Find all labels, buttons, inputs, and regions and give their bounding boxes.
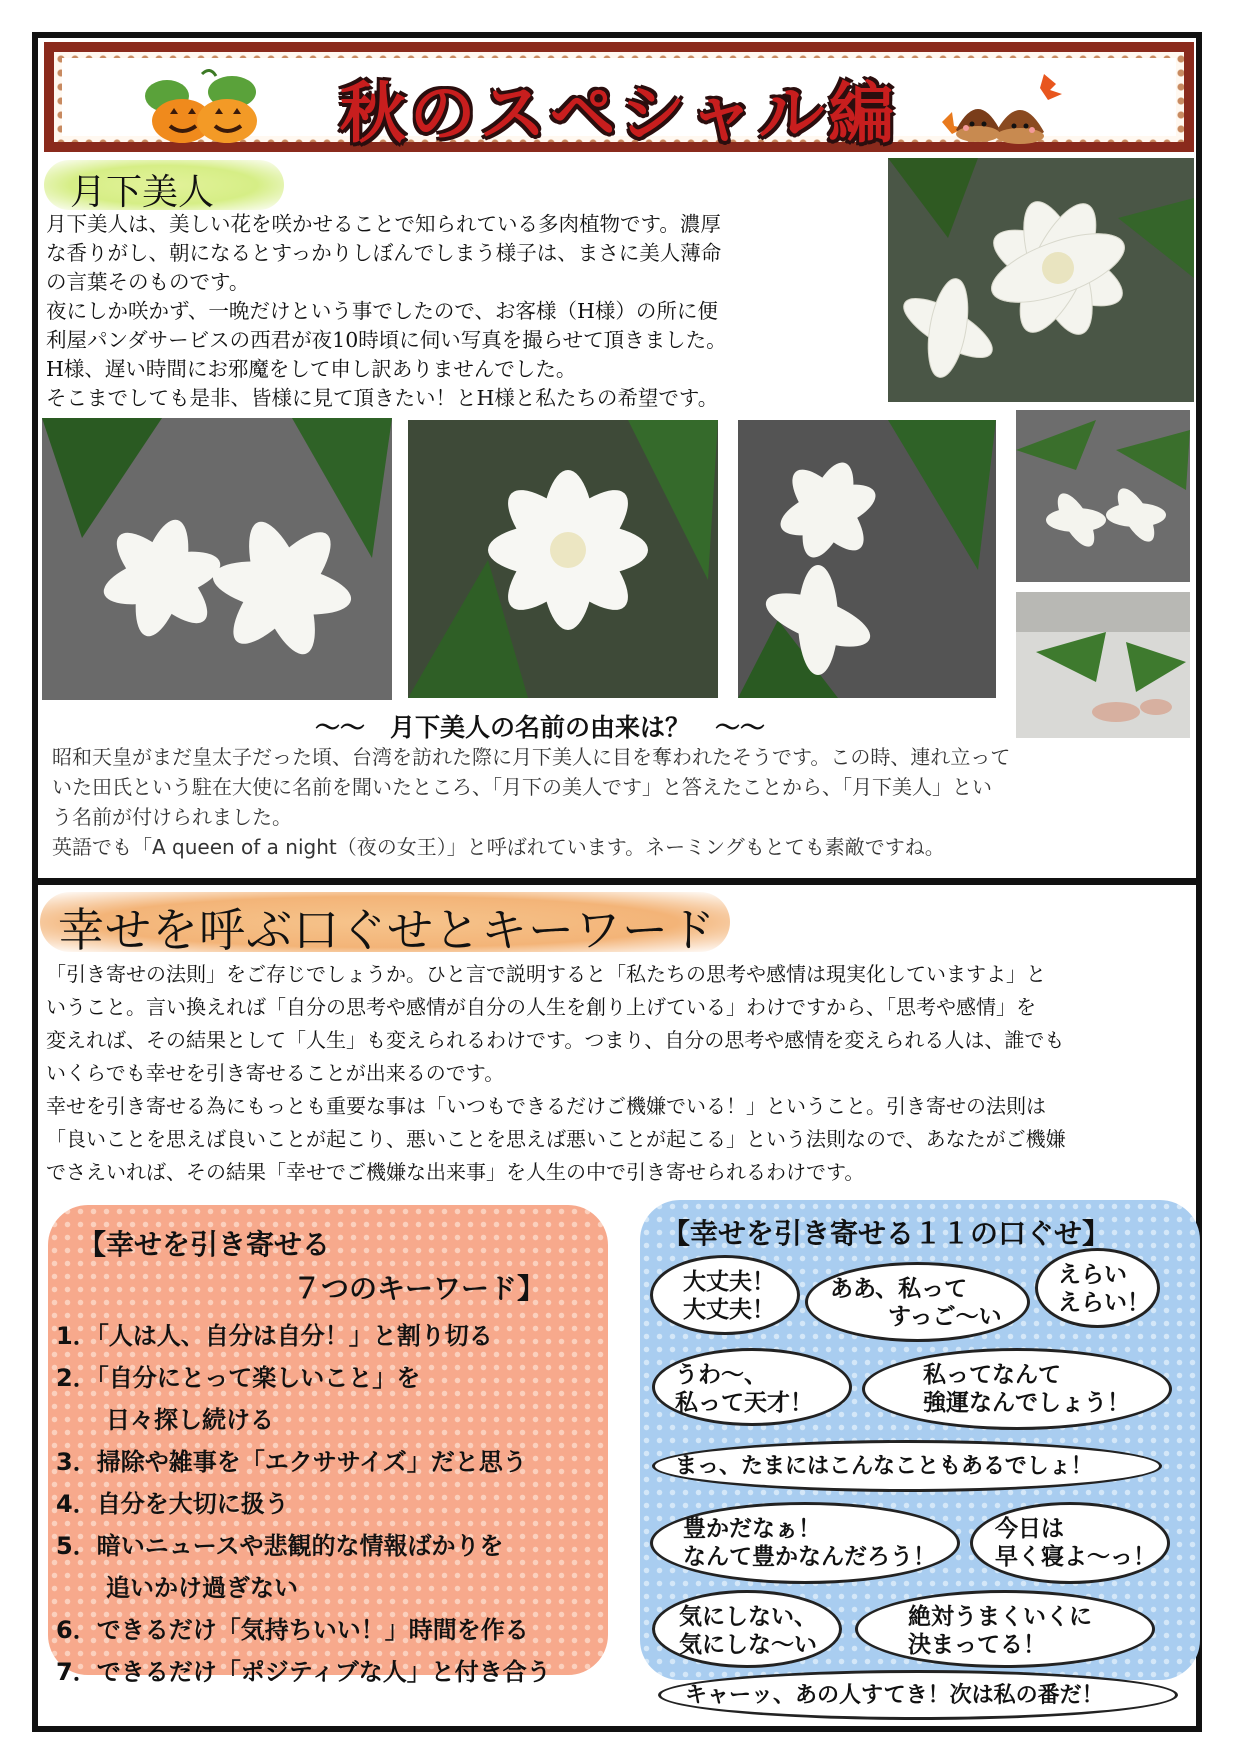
body-line: 利屋パンダサービスの西君が夜10時頃に伺い写真を撮らせて頂きました。 <box>46 328 727 352</box>
keyword-item: 4．自分を大切に扱う <box>56 1490 289 1518</box>
flower-photo-3 <box>738 420 996 698</box>
section1-body <box>46 210 886 413</box>
body-line: 幸せを引き寄せる為にもっとも重要な事は「いつもできるだけご機嫌でいる！」ということ。引き寄せの法則は <box>46 1094 1046 1118</box>
bubble-text: 決まってる！ <box>908 1632 1046 1658</box>
bubble-text: 大丈夫！ <box>683 1269 775 1295</box>
bubble-text: 強運なんでしょう！ <box>923 1390 1130 1416</box>
page-title: 秋のスペシャル編 <box>339 75 899 152</box>
keywords-list <box>56 1315 551 1693</box>
banner-pattern <box>54 52 1184 152</box>
phrases-heading: 【幸せを引き寄せる１１の口ぐせ】 <box>662 1217 1111 1250</box>
speech-bubble <box>855 1590 1155 1668</box>
keyword-item-continued: 追いかけ過ぎない <box>106 1574 298 1602</box>
keyword-item: 5．暗いニュースや悲観的な情報ばかりを <box>56 1532 504 1560</box>
bubble-text: まっ、たまにはこんなこともあるでしょ！ <box>675 1454 1093 1479</box>
speech-bubble <box>862 1348 1172 1430</box>
speech-bubble <box>805 1262 1030 1342</box>
keywords-heading-line1: 【幸せを引き寄せる <box>78 1228 331 1261</box>
bubble-text: えらい <box>1058 1262 1127 1288</box>
section1-title <box>44 160 284 213</box>
body-line: いうこと。言い換えれば「自分の思考や感情が自分の人生を創り上げている」わけですから、「思考や感情」を <box>46 995 1036 1019</box>
origin-line: う名前が付けられました。 <box>52 805 292 829</box>
header-banner <box>44 42 1194 152</box>
bubble-text: 絶対うまくいくに <box>908 1604 1092 1630</box>
flower-photo-4 <box>1016 410 1190 582</box>
bubble-text: なんて豊かなんだろう！ <box>683 1544 936 1570</box>
origin-body <box>52 742 1182 862</box>
origin-line: いた田氏という駐在大使に名前を聞いたところ、「月下の美人です」と答えたことから、「月下美人」とい <box>52 775 992 799</box>
bubble-text: 気にしない、 <box>679 1604 817 1630</box>
bubble-text: すっご〜い <box>888 1304 1002 1330</box>
flower-photo-5 <box>1016 592 1190 738</box>
speech-bubble <box>658 1670 1178 1720</box>
keyword-item: 2．「自分にとって楽しいこと」を <box>56 1364 421 1392</box>
body-line: な香りがし、朝になるとすっかりしぼんでしまう様子は、まさに美人薄命 <box>46 241 722 265</box>
origin-heading: ～～ 月下美人の名前の由来は？ ～～ <box>314 713 765 742</box>
bubble-text: 早く寝よ〜っ！ <box>995 1544 1156 1570</box>
speech-bubble <box>650 1255 800 1335</box>
section2-title-text: 幸せを呼ぶ口ぐせとキーワード <box>58 903 716 957</box>
flower-photo-2 <box>408 420 718 698</box>
speech-bubble <box>970 1502 1170 1584</box>
origin-line: 昭和天皇がまだ皇太子だった頃、台湾を訪れた際に月下美人に目を奪われたそうです。この時、連れ立って <box>52 745 1011 769</box>
bubble-text: キャーッ、あの人すてき！次は私の番だ！ <box>685 1683 1104 1708</box>
keywords-box <box>48 1205 608 1686</box>
body-line: 「引き寄せの法則」をご存じでしょうか。ひと言で説明すると「私たちの思考や感情は現実化していますよ」と <box>46 962 1046 986</box>
speech-bubble <box>652 1440 1162 1492</box>
keyword-item: 1．「人は人、自分は自分！」と割り切る <box>56 1322 493 1350</box>
body-line: H様、遅い時間にお邪魔をして申し訳ありませんでした。 <box>46 357 577 381</box>
bubble-text: 今日は <box>995 1516 1064 1542</box>
section2-body <box>46 958 1186 1189</box>
body-line: 「良いことを思えば良いことが起こり、悪いことを思えば悪いことが起こる」という法則なので、あなたがご機嫌 <box>46 1127 1066 1151</box>
body-line: の言葉そのものです。 <box>46 270 250 294</box>
section-divider <box>32 878 1202 885</box>
bubble-text: 私ってなんて <box>923 1362 1061 1388</box>
chestnut-icon <box>936 70 1066 148</box>
bubble-text: 豊かだなぁ！ <box>683 1516 821 1542</box>
speech-bubble <box>1035 1248 1160 1328</box>
bubble-text: 大丈夫！ <box>683 1297 775 1323</box>
keyword-item: 6．できるだけ「気持ちいい！」時間を作る <box>56 1616 529 1644</box>
body-line: 変えれば、その結果として「人生」も変えられるわけです。つまり、自分の思考や感情を変えられる人は、誰でも <box>46 1028 1065 1052</box>
body-line: いくらでも幸せを引き寄せることが出来るのです。 <box>46 1061 505 1085</box>
speech-bubble <box>652 1348 852 1426</box>
body-line: そこまでしても是非、皆様に見て頂きたい！とH様と私たちの希望です。 <box>46 386 719 410</box>
speech-bubble <box>652 1590 842 1668</box>
flower-photo-1 <box>42 418 392 700</box>
phrases-box <box>640 1200 1200 1680</box>
section2-title <box>40 892 730 957</box>
bubble-text: えらい！ <box>1058 1290 1150 1316</box>
section1-title-text: 月下美人 <box>70 172 215 213</box>
bubble-text: うわ〜、 <box>675 1362 767 1388</box>
body-line: 夜にしか咲かず、一晩だけという事でしたので、お客様（H様）の所に便 <box>46 299 718 323</box>
keyword-item: 7．できるだけ「ポジティブな人」と付き合う <box>56 1658 551 1686</box>
speech-bubble <box>650 1502 960 1584</box>
flower-photo-main <box>888 158 1194 402</box>
bubble-text: 気にしな〜い <box>679 1632 817 1658</box>
origin-line: 英語でも「A queen of a night（夜の女王）」と呼ばれています。ネーミングもとても素敵ですね。 <box>52 835 945 859</box>
banner-paper <box>62 58 1176 152</box>
bubble-text: 私って天才！ <box>675 1390 813 1416</box>
keyword-item: 3．掃除や雑事を「エクササイズ」だと思う <box>56 1448 527 1476</box>
body-line: 月下美人は、美しい花を咲かせることで知られている多肉植物です。濃厚 <box>46 212 721 236</box>
keywords-heading-line2: ７つのキーワード】 <box>293 1272 546 1305</box>
keyword-item-continued: 日々探し続ける <box>106 1406 274 1434</box>
bubble-text: ああ、私って <box>830 1276 968 1302</box>
body-line: でさえいれば、その結果「幸せでご機嫌な出来事」を人生の中で引き寄せられるわけです。 <box>46 1160 865 1184</box>
